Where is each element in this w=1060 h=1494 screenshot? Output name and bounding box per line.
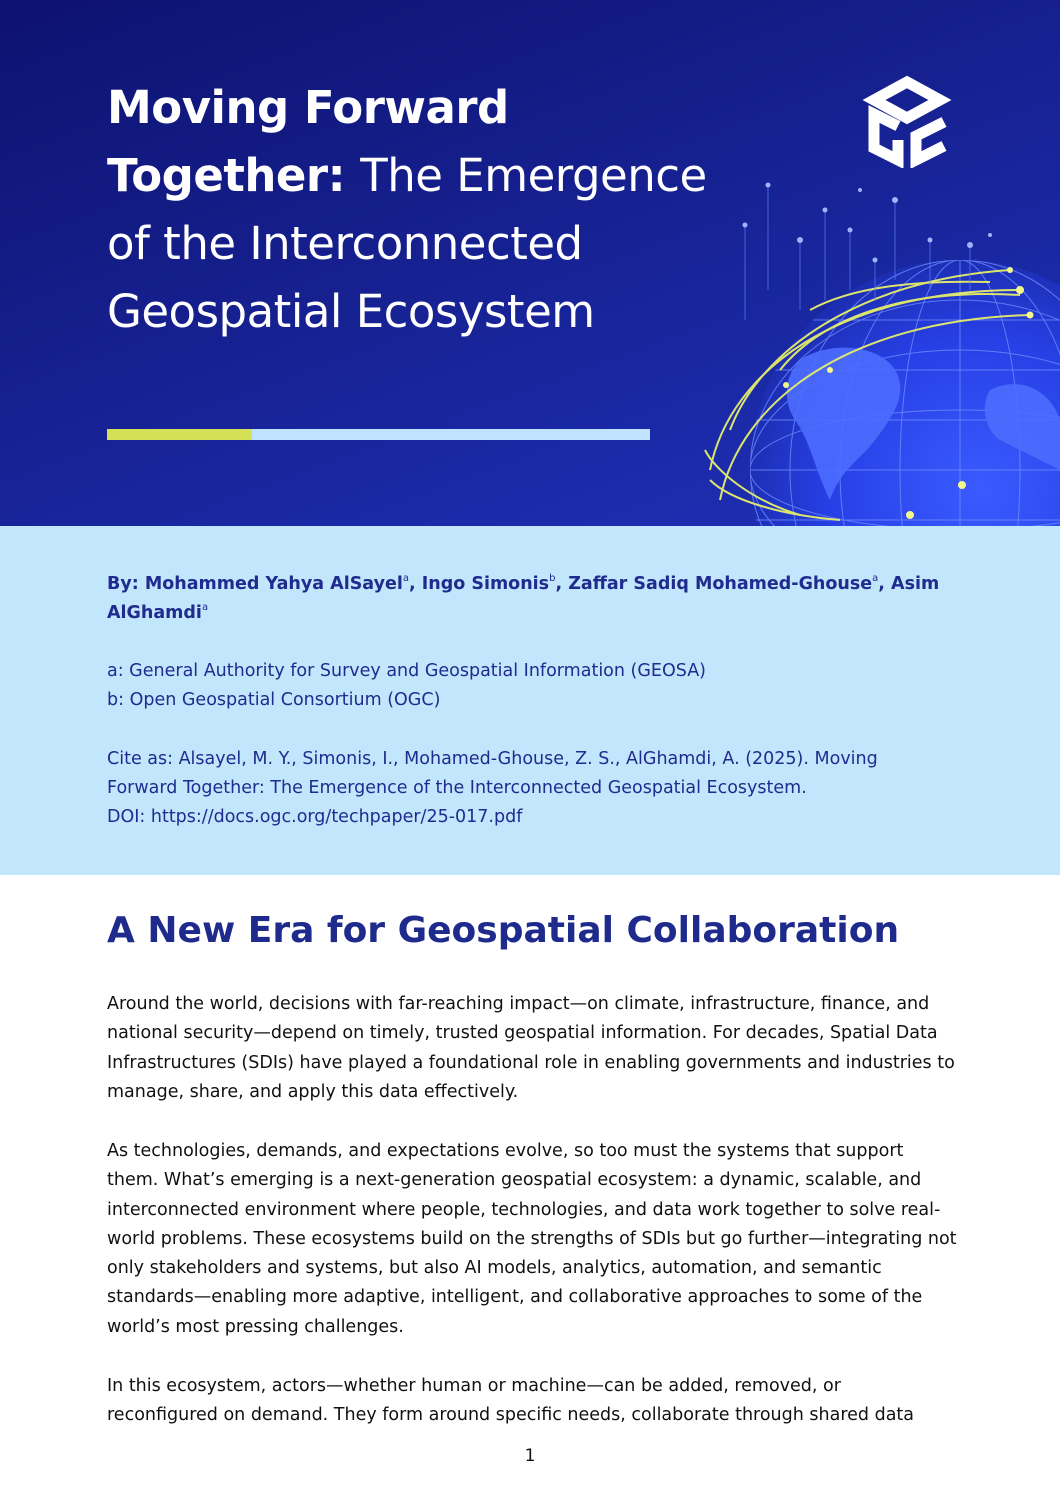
author-affiliation-mark: a [402, 573, 409, 584]
affiliation-a: a: General Authority for Survey and Geospatial Information (GEOSA) [107, 661, 706, 681]
globe-network-illustration [690, 170, 1060, 526]
author-citation-panel [0, 526, 1060, 875]
section-heading: A New Era for Geospatial Collaboration [107, 910, 900, 951]
ogc-logo-icon [862, 74, 952, 168]
affiliation-b: b: Open Geospatial Consortium (OGC) [107, 690, 441, 710]
citation [107, 745, 947, 832]
document-title [107, 74, 707, 346]
accent-bar-yellow [107, 429, 252, 440]
accent-bar-blue [252, 429, 650, 440]
author-name: Asim AlGhamdi [107, 574, 940, 623]
citation-line: Cite as: Alsayel, M. Y., Simonis, I., Mohamed-Ghouse, Z. S., AlGhamdi, A. (2025). Moving [107, 749, 878, 769]
author-name: Zaffar Sadiq Mohamed-Ghouse [568, 574, 873, 594]
author-affiliation-mark: b [549, 573, 556, 584]
author-affiliation-mark: a [872, 573, 879, 584]
citation-line: Forward Together: The Emergence of the Interconnected Geospatial Ecosystem. [107, 778, 807, 798]
affiliations [107, 657, 947, 715]
body-paragraph: As technologies, demands, and expectations evolve, so too must the systems that support them. What’s emerging is a next-generation geospatial ecosystem: a dynamic, scalable, and interconnected environment where people, technologies, and data work together to solve real-world problems. These ecosystems build on the strengths of SDIs but go further—integrating not only stakeholders and systems, but also AI models, analytics, automation, and semantic standards—enabling more adaptive, intelligent, and collaborative approaches to some of the world’s most pressing challenges. [107, 1141, 957, 1337]
author-name: Mohammed Yahya AlSayel [144, 574, 403, 594]
page-number: 1 [524, 1446, 536, 1466]
author-list: By: Mohammed Yahya AlSayel$^a$, Ingo Simonis$^b$, Zaffar Sadiq Mohamed-Ghouse$^a$, Asim AlGhamdi$^a$ [107, 573, 940, 623]
title-regular-part: The Emergence of the Interconnected Geospatial Ecosystem [107, 149, 707, 338]
authors-prefix: By: [107, 574, 145, 594]
author-affiliation-mark: a [201, 602, 209, 613]
author-name: Ingo Simonis [421, 574, 550, 594]
body-paragraph: In this ecosystem, actors—whether human or machine—can be added, removed, or reconfigured on demand. They form around specific needs, collaborate through shared data [107, 1376, 915, 1426]
title-bold-part: Moving Forward Together: [107, 81, 509, 202]
citation-doi: DOI: https://docs.ogc.org/techpaper/25-017.pdf [107, 807, 523, 827]
cover-hero [0, 0, 1060, 526]
body-paragraph: Around the world, decisions with far-reaching impact—on climate, infrastructure, finance, and national security—depend on timely, trusted geospatial information. For decades, Spatial Data Infrastructures (SDIs) have played a foundational role in enabling governments and industries to manage, share, and apply this data effectively. [107, 994, 955, 1102]
